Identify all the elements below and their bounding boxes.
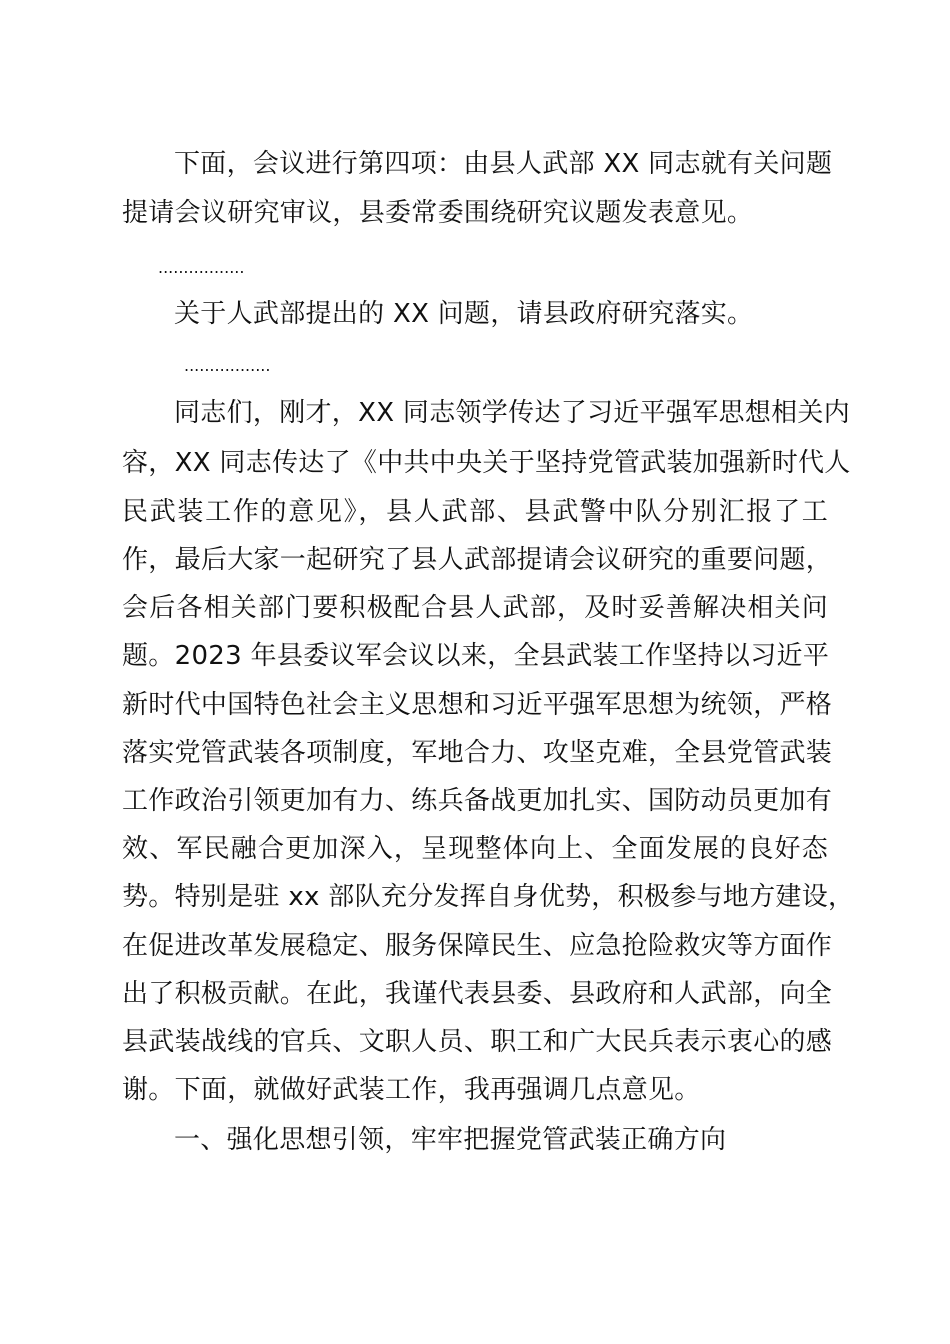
para3-line-15: 谢。下面，就做好武装工作，我再强调几点意见。: [122, 1075, 701, 1105]
para3-line-2: 容，XX 同志传达了《中共中央关于坚持党管武装加强新时代人: [122, 448, 851, 478]
para3-line-9: 工作政治引领更加有力、练兵备战更加扎实、国防动员更加有: [122, 786, 833, 816]
para1-line-1: 下面，会议进行第四项：由县人武部 XX 同志就有关问题: [174, 149, 833, 179]
section-heading-1: 一、强化思想引领，牢牢把握党管武装正确方向: [174, 1125, 727, 1155]
para3-line-14: 县武装战线的官兵、文职人员、职工和广大民兵表示衷心的感: [122, 1027, 833, 1057]
para3-line-3: 民武装工作的意见》，县人武部、县武警中队分别汇报了工: [122, 497, 828, 527]
para3-line-7: 新时代中国特色社会主义思想和习近平强军思想为统领，严格: [122, 690, 833, 720]
para2-line-1: 关于人武部提出的 XX 问题，请县政府研究落实。: [174, 299, 754, 329]
para3-line-1: 同志们，刚才，XX 同志领学传达了习近平强军思想相关内: [174, 398, 850, 428]
ellipsis-2: .................: [184, 356, 271, 375]
para3-line-8: 落实党管武装各项制度，军地合力、攻坚克难，全县党管武装: [122, 738, 833, 768]
para3-line-4: 作，最后大家一起研究了县人武部提请会议研究的重要问题，: [122, 545, 833, 575]
para3-line-5: 会后各相关部门要积极配合县人武部，及时妥善解决相关问: [122, 593, 828, 623]
para3-line-10: 效、军民融合更加深入，呈现整体向上、全面发展的良好态: [122, 834, 828, 864]
ellipsis-1: .................: [158, 258, 245, 277]
para1-line-2: 提请会议研究审议，县委常委围绕研究议题发表意见。: [122, 198, 754, 228]
para3-line-6: 题。2023 年县委议军会议以来，全县武装工作坚持以习近平: [122, 641, 830, 671]
para3-line-11: 势。特别是驻 xx 部队充分发挥自身优势，积极参与地方建设，: [122, 882, 855, 912]
para3-line-12: 在促进改革发展稳定、服务保障民生、应急抢险救灾等方面作: [122, 931, 833, 961]
para3-line-13: 出了积极贡献。在此，我谨代表县委、县政府和人武部，向全: [122, 979, 833, 1009]
